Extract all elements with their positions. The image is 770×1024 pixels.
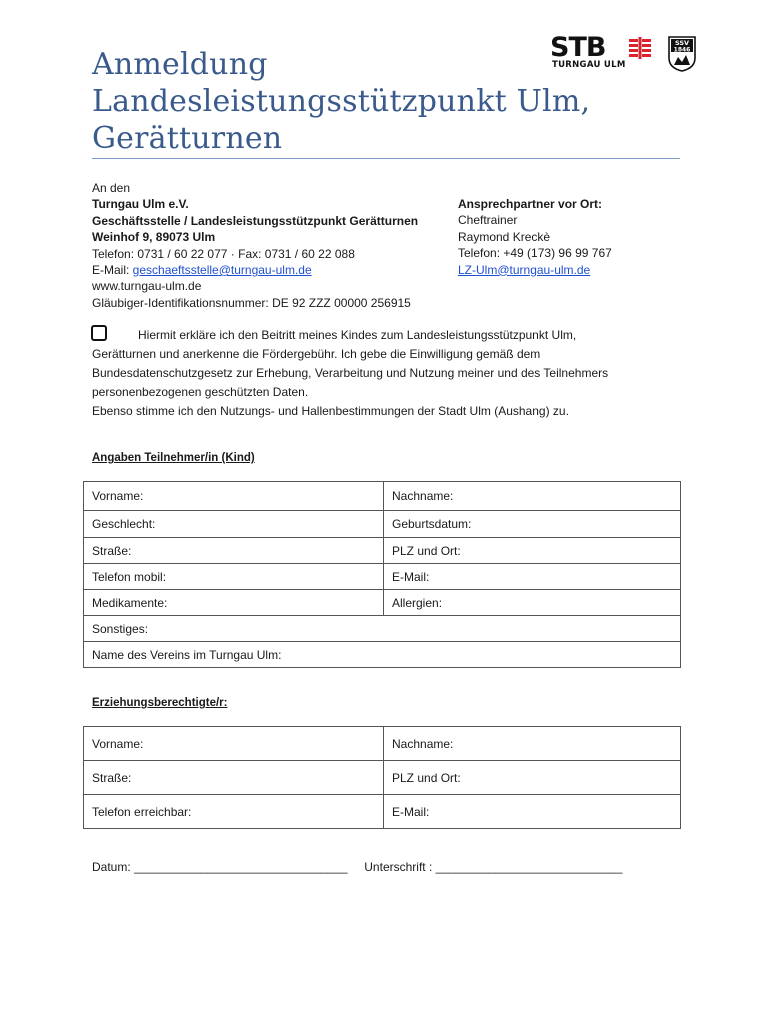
turner-cross-icon <box>629 37 651 59</box>
child-other-field[interactable]: Sonstiges: <box>84 616 681 642</box>
consent-line-2: Gerätturnen und anerkenne die Fördergebühr. Ich gebe die Einwilligung gemäß dem <box>92 347 541 361</box>
address-website: www.turngau-ulm.de <box>92 279 202 294</box>
address-org: Turngau Ulm e.V. <box>92 197 189 212</box>
table-row <box>84 482 681 511</box>
guardian-first-name-field[interactable]: Vorname: <box>84 727 384 761</box>
guardian-email-field[interactable]: E-Mail: <box>384 795 681 829</box>
child-first-name-field[interactable]: Vorname: <box>84 482 384 511</box>
table-row <box>84 727 681 761</box>
child-section-heading: Angaben Teilnehmer/in (Kind) <box>92 452 255 464</box>
page-title <box>92 46 612 157</box>
ssv-logo-line1: SSV <box>674 39 690 47</box>
guardian-street-field[interactable]: Straße: <box>84 761 384 795</box>
child-form-table <box>83 481 681 668</box>
guardian-last-name-field[interactable]: Nachname: <box>384 727 681 761</box>
child-zip-city-field[interactable]: PLZ und Ort: <box>384 538 681 564</box>
child-club-name-field[interactable]: Name des Vereins im Turngau Ulm: <box>84 642 681 668</box>
ssv-logo-line2: 1846 <box>673 46 691 54</box>
child-gender-field[interactable]: Geschlecht: <box>84 511 384 538</box>
signature-field[interactable]: Unterschrift : ____________________________ <box>364 860 623 874</box>
consent-line-5: Ebenso stimme ich den Nutzungs- und Hallenbestimmungen der Stadt Ulm (Aushang) zu. <box>92 404 569 418</box>
title-line-2: Landesleistungsstützpunkt Ulm, <box>92 84 591 119</box>
address-block <box>92 180 418 311</box>
table-row <box>84 511 681 538</box>
title-line-3: Gerätturnen <box>92 121 283 156</box>
table-row <box>84 761 681 795</box>
contact-block <box>458 196 612 278</box>
address-email-link[interactable]: geschaeftsstelle@turngau-ulm.de <box>132 263 312 278</box>
table-row <box>84 616 681 642</box>
table-row <box>84 590 681 616</box>
child-birthdate-field[interactable]: Geburtsdatum: <box>384 511 681 538</box>
child-email-field[interactable]: E-Mail: <box>384 564 681 590</box>
table-row <box>84 642 681 668</box>
contact-heading: Ansprechpartner vor Ort: <box>458 197 603 211</box>
consent-line-3: Bundesdatenschutzgesetz zur Erhebung, Verarbeitung und Nutzung meiner und des Teilnehmers <box>92 366 609 380</box>
address-street: Weinhof 9, 89073 Ulm <box>92 230 216 245</box>
contact-email-link[interactable]: LZ-Ulm@turngau-ulm.de <box>458 262 591 277</box>
consent-line-1: Hiermit erkläre ich den Beitritt meines Kindes zum Landesleistungsstützpunkt Ulm, <box>138 328 577 342</box>
guardian-section-heading: Erziehungsberechtigte/r: <box>92 697 228 709</box>
consent-text <box>92 326 692 421</box>
guardian-zip-city-field[interactable]: PLZ und Ort: <box>384 761 681 795</box>
contact-role: Cheftrainer <box>458 213 518 228</box>
date-field[interactable]: Datum: ________________________________ <box>92 860 348 874</box>
title-line-1: Anmeldung <box>92 47 268 82</box>
title-rule <box>92 158 680 159</box>
address-email-label: E-Mail: <box>92 263 133 278</box>
stb-logo-subtitle: TURNGAU ULM <box>552 60 626 70</box>
table-row <box>84 564 681 590</box>
contact-name: Raymond Kreckè <box>458 229 551 244</box>
address-email-line <box>92 262 418 278</box>
consent-line-4: personenbezogenen geschützten Daten. <box>92 385 309 399</box>
child-mobile-field[interactable]: Telefon mobil: <box>84 564 384 590</box>
guardian-form-table <box>83 726 681 829</box>
table-row <box>84 538 681 564</box>
signature-line <box>92 860 622 874</box>
guardian-phone-field[interactable]: Telefon erreichbar: <box>84 795 384 829</box>
stb-logo-text: STB <box>550 32 606 63</box>
contact-phone: Telefon: +49 (173) 96 99 767 <box>458 246 612 261</box>
table-row <box>84 795 681 829</box>
child-last-name-field[interactable]: Nachname: <box>384 482 681 511</box>
child-medication-field[interactable]: Medikamente: <box>84 590 384 616</box>
address-department: Geschäftsstelle / Landesleistungsstützpunkt Gerätturnen <box>92 213 419 228</box>
child-allergies-field[interactable]: Allergien: <box>384 590 681 616</box>
ssv-shield-logo <box>668 36 696 72</box>
address-salutation: An den <box>92 181 131 195</box>
address-phone: Telefon: 0731 / 60 22 077 · Fax: 0731 / 60 22 088 <box>92 246 355 261</box>
address-creditor-id: Gläubiger-Identifikationsnummer: DE 92 ZZZ 00000 256915 <box>92 295 411 310</box>
stb-logo <box>550 32 656 72</box>
child-street-field[interactable]: Straße: <box>84 538 384 564</box>
